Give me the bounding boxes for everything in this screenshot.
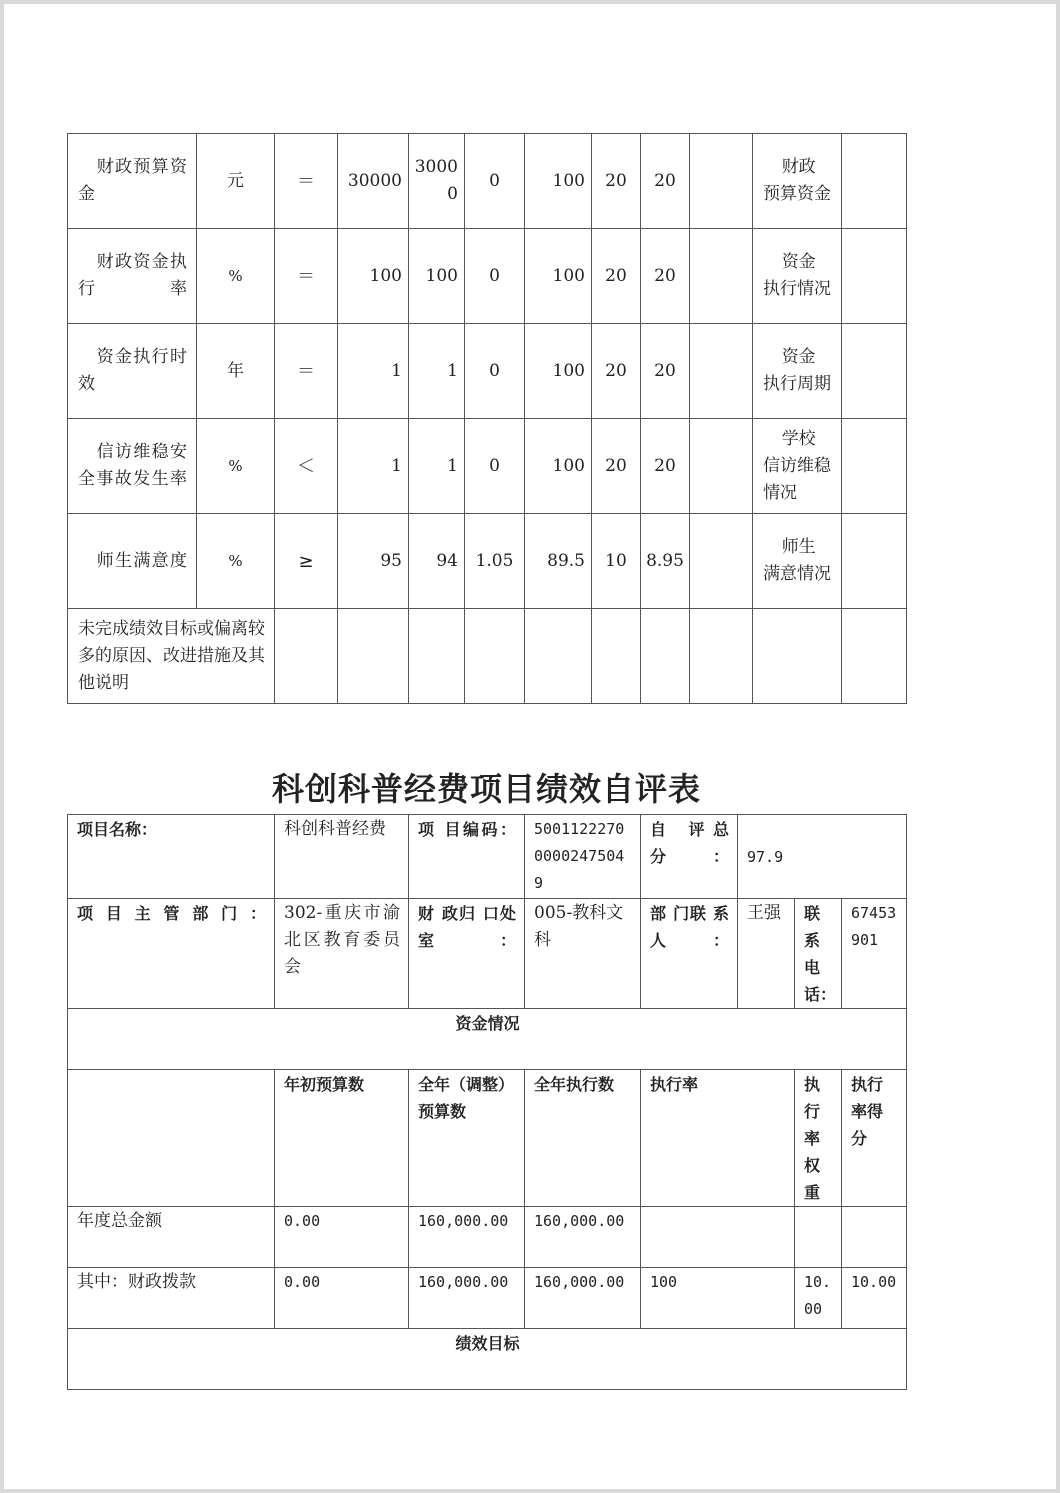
perf-score-b: 20 xyxy=(641,324,690,419)
funds-header-cell: 全年（调整）预算数 xyxy=(409,1070,525,1207)
project-code: 500112227000002475049 xyxy=(525,815,641,899)
perf-actual-value: 1 xyxy=(409,419,465,514)
perf-target-value: 1 xyxy=(338,324,409,419)
dept-name: 302-重庆市渝北区教育委员会 xyxy=(275,899,409,1009)
perf-unit: 年 xyxy=(197,324,275,419)
perf-indicator-name: 财政资金执行率 xyxy=(68,229,197,324)
funds-row xyxy=(68,1268,907,1329)
form-title: 科创科普经费项目绩效自评表 xyxy=(271,770,701,808)
contact-name: 王强 xyxy=(738,899,795,1009)
perf-row xyxy=(68,419,907,514)
perf-extra xyxy=(842,419,907,514)
funds-label: 年度总金额 xyxy=(68,1207,275,1268)
perf-row xyxy=(68,134,907,229)
perf-score-a: 20 xyxy=(592,419,641,514)
funds-adjusted: 160,000.00 xyxy=(409,1268,525,1329)
phone-label: 联 系电 话： xyxy=(795,899,842,1009)
perf-note xyxy=(690,514,753,609)
funds-section-row xyxy=(68,1009,907,1070)
perf-actual-value: 30000 xyxy=(409,134,465,229)
perf-score-b: 20 xyxy=(641,134,690,229)
perf-operator: ＝ xyxy=(275,229,338,324)
funds-executed: 160,000.00 xyxy=(525,1207,641,1268)
info-row-1 xyxy=(68,815,907,899)
total-score-label: 自 评总分： xyxy=(641,815,738,899)
perf-actual-value: 94 xyxy=(409,514,465,609)
perf-score-b: 8.95 xyxy=(641,514,690,609)
funds-initial: 0.00 xyxy=(275,1268,409,1329)
perf-score-a: 20 xyxy=(592,324,641,419)
funds-row xyxy=(68,1207,907,1268)
perf-operator: ＝ xyxy=(275,324,338,419)
funds-executed: 160,000.00 xyxy=(525,1268,641,1329)
perf-score-b: 20 xyxy=(641,419,690,514)
perf-weight: 100 xyxy=(525,229,592,324)
perf-extra xyxy=(842,514,907,609)
perf-deviation: 0 xyxy=(465,134,525,229)
finance-office: 005-教科文科 xyxy=(525,899,641,1009)
funds-header-cell: 执行率权重 xyxy=(795,1070,842,1207)
perf-deviation: 0 xyxy=(465,229,525,324)
perf-row xyxy=(68,229,907,324)
perf-unit: % xyxy=(197,229,275,324)
perf-score-a: 20 xyxy=(592,229,641,324)
perf-unit: % xyxy=(197,514,275,609)
perf-score-a: 10 xyxy=(592,514,641,609)
info-row-2 xyxy=(68,899,907,1009)
funds-section-title: 资金情况 xyxy=(68,1009,907,1070)
perf-note-row xyxy=(68,609,907,704)
perf-operator: ＜ xyxy=(275,419,338,514)
perf-data-source: 资金执行情况 xyxy=(753,229,842,324)
perf-actual-value: 100 xyxy=(409,229,465,324)
perf-note xyxy=(690,134,753,229)
perf-weight: 100 xyxy=(525,419,592,514)
performance-indicator-table xyxy=(67,133,907,704)
funds-header-cell: 年初预算数 xyxy=(275,1070,409,1207)
dept-label: 项目主管部门： xyxy=(68,899,275,1009)
project-name-label: 项目名称： xyxy=(68,815,275,899)
perf-data-source: 学校信访维稳情况 xyxy=(753,419,842,514)
perf-data-source: 财政预算资金 xyxy=(753,134,842,229)
perf-score-a: 20 xyxy=(592,134,641,229)
perf-score-b: 20 xyxy=(641,229,690,324)
perf-target-value: 100 xyxy=(338,229,409,324)
goals-section-row xyxy=(68,1329,907,1390)
perf-weight: 89.5 xyxy=(525,514,592,609)
project-code-label: 项 目编码： xyxy=(409,815,525,899)
funds-header-cell: 执行率得分 xyxy=(842,1070,907,1207)
perf-indicator-name: 财政预算资金 xyxy=(68,134,197,229)
perf-data-source: 师生满意情况 xyxy=(753,514,842,609)
funds-weight: 10.00 xyxy=(795,1268,842,1329)
perf-row xyxy=(68,514,907,609)
perf-extra xyxy=(842,229,907,324)
perf-target-value: 30000 xyxy=(338,134,409,229)
perf-row xyxy=(68,324,907,419)
perf-indicator-name: 资金执行时效 xyxy=(68,324,197,419)
funds-rate: 100 xyxy=(641,1268,795,1329)
perf-operator: ＝ xyxy=(275,134,338,229)
perf-deviation: 1.05 xyxy=(465,514,525,609)
phone-number: 67453901 xyxy=(842,899,907,1009)
self-evaluation-table xyxy=(67,814,907,1390)
total-score: 97.9 xyxy=(738,815,907,899)
project-name: 科创科普经费 xyxy=(275,815,409,899)
contact-label: 部 门联 系人： xyxy=(641,899,738,1009)
perf-data-source: 资金执行周期 xyxy=(753,324,842,419)
perf-deviation: 0 xyxy=(465,419,525,514)
funds-label: 其中：财政拨款 xyxy=(68,1268,275,1329)
perf-unit: % xyxy=(197,419,275,514)
perf-indicator-name: 信访维稳安全事故发生率 xyxy=(68,419,197,514)
funds-weight xyxy=(795,1207,842,1268)
perf-note xyxy=(690,419,753,514)
funds-adjusted: 160,000.00 xyxy=(409,1207,525,1268)
perf-weight: 100 xyxy=(525,134,592,229)
funds-header-blank xyxy=(68,1070,275,1207)
perf-deviation: 0 xyxy=(465,324,525,419)
perf-extra xyxy=(842,324,907,419)
perf-weight: 100 xyxy=(525,324,592,419)
perf-actual-value: 1 xyxy=(409,324,465,419)
perf-operator: ≥ xyxy=(275,514,338,609)
funds-header-row xyxy=(68,1070,907,1207)
goals-section-title: 绩效目标 xyxy=(68,1329,907,1390)
perf-unit: 元 xyxy=(197,134,275,229)
funds-rate xyxy=(641,1207,795,1268)
perf-indicator-name: 师生满意度 xyxy=(68,514,197,609)
funds-initial: 0.00 xyxy=(275,1207,409,1268)
document-page xyxy=(4,4,1056,1489)
funds-header-cell: 全年执行数 xyxy=(525,1070,641,1207)
funds-score xyxy=(842,1207,907,1268)
funds-header-cell: 执行率 xyxy=(641,1070,795,1207)
finance-office-label: 财 政归 口处室： xyxy=(409,899,525,1009)
perf-note xyxy=(690,324,753,419)
perf-target-value: 95 xyxy=(338,514,409,609)
perf-extra xyxy=(842,134,907,229)
perf-note xyxy=(690,229,753,324)
perf-target-value: 1 xyxy=(338,419,409,514)
perf-note-label: 未完成绩效目标或偏离较多的原因、改进措施及其他说明 xyxy=(68,609,275,704)
funds-score: 10.00 xyxy=(842,1268,907,1329)
